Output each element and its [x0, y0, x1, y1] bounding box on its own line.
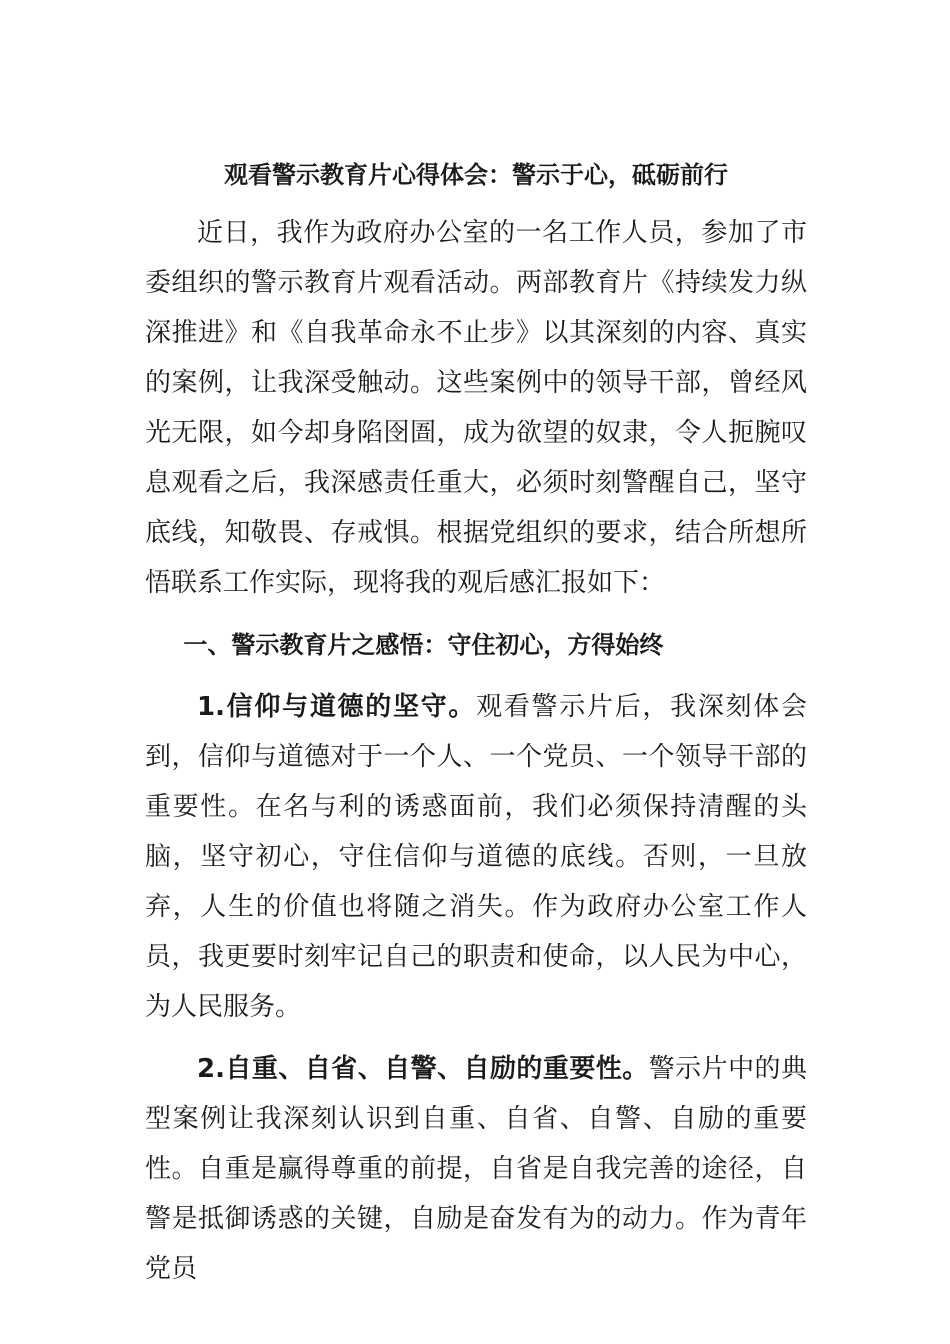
point-paragraph-2 — [145, 1044, 807, 1294]
document-body — [145, 150, 807, 1294]
section-heading-1: 一、警示教育片之感悟：守住初心，方得始终 — [183, 631, 664, 659]
intro-paragraph: 近日，我作为政府办公室的一名工作人员，参加了市委组织的警示教育片观看活动。两部教育片《持续发力纵深推进》和《自我革命永不止步》以其深刻的内容、真实的案例，让我深受触动。这些案例中的领导干部，曾经风光无限，如今却身陷囹圄，成为欲望的奴隶，令人扼腕叹息观看之后，我深感责任重大，必须时刻警醒自己，坚守底线，知敬畏、存戒惧。根据党组织的要求，结合所想所悟联系工作实际，现将我的观后感汇报如下： — [145, 218, 807, 598]
document-title: 观看警示教育片心得体会：警示于心，砥砺前行 — [224, 161, 728, 189]
point-body-1: 观看警示片后，我深刻体会到，信仰与道德对于一个人、一个党员、一个领导干部的重要性。在名与利的诱惑面前，我们必须保持清醒的头脑，坚守初心，守住信仰与道德的底线。否则，一旦放弃，人生的价值也将随之消失。作为政府办公室工作人员，我更要时刻牢记自己的职责和使命，以人民为中心，为人民服务。 — [145, 692, 807, 1022]
point-lead-1: 1.信仰与道德的坚守。 — [197, 692, 477, 722]
point-paragraph-1 — [145, 682, 807, 1032]
point-body-2: 警示片中的典型案例让我深刻认识到自重、自省、自警、自励的重要性。自重是赢得尊重的前提，自省是自我完善的途径，自警是抵御诱惑的关键，自励是奋发有为的动力。作为青年党员 — [145, 1054, 807, 1284]
point-lead-2: 2.自重、自省、自警、自励的重要性。 — [197, 1054, 649, 1084]
